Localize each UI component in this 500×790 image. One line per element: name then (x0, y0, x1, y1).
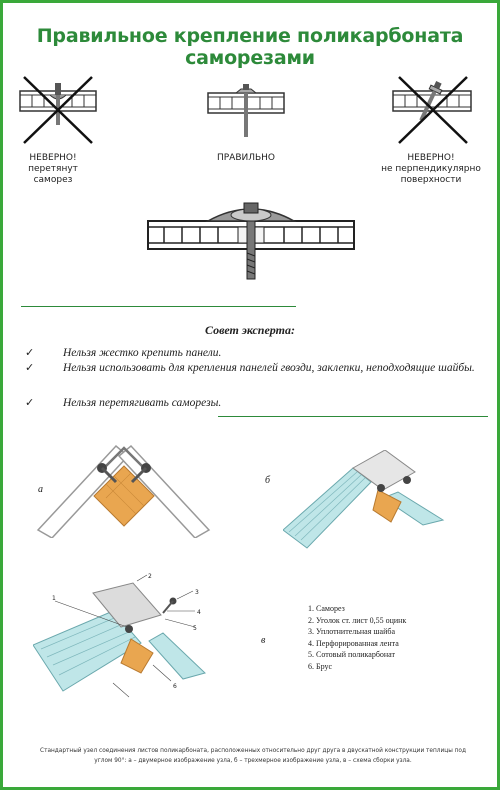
thermo-washer-detail-figure (146, 193, 356, 283)
figure-caption: Стандартный узел соединения листов поликарбоната, расположенных относительно друг друга в двускатной конструкции теплицы под углом 90°: а – двумерное изображение узла, б – трехмерное изображение узла, в – схема сборки узла. (40, 748, 466, 764)
divider-lower (218, 416, 488, 417)
legend-item: 6. Брус (308, 661, 333, 671)
figure-a-2d-joint (36, 438, 211, 538)
legend-item: 2. Уголок ст. лист 0,55 оцинк (308, 615, 407, 625)
wrong-overtightened-figure (18, 73, 98, 148)
correct-label: ПРАВИЛЬНО (216, 153, 276, 163)
callout-number: 3 (195, 589, 199, 596)
screw-icon (403, 476, 411, 484)
panel-drawing (20, 83, 96, 125)
legend-item: 5. Сотовый поликарбонат (308, 650, 396, 659)
expert-tip-title: Совет эксперта: (205, 323, 295, 337)
figure-letter-b: б (265, 475, 271, 486)
correct-figure (206, 81, 286, 141)
callout-number: 4 (197, 609, 201, 616)
divider-upper (21, 306, 296, 307)
wrong-angle-figure (391, 73, 473, 148)
callout-number: 6 (173, 683, 177, 690)
callout-number: 2 (148, 573, 152, 580)
panel-drawing (208, 84, 284, 137)
figure-letter-a: а (38, 484, 43, 495)
panel-drawing (393, 80, 471, 123)
expert-tip-item: ✓ Нельзя жестко крепить панели. (25, 347, 222, 359)
callout-number: 1 (52, 595, 56, 602)
expert-tip-item: ✓ Нельзя использовать для крепления панелей гвозди, заклепки, неподходящие шайбы. (25, 362, 475, 374)
wrong-overtightened-label: НЕВЕРНО! перетянут саморез (28, 153, 78, 185)
legend-item: 3. Уплотнительная шайба (308, 627, 395, 636)
checkmark-icon: ✓ (25, 347, 35, 359)
screw-icon (163, 598, 177, 614)
checkmark-icon: ✓ (25, 397, 35, 409)
legend-item: 4. Перфорированная лента (308, 638, 399, 648)
legend (308, 603, 406, 672)
figure-b-3d-joint (283, 450, 448, 550)
checkmark-icon: ✓ (25, 362, 35, 374)
page-title: Правильное крепление поликарбоната саморезами (36, 25, 464, 69)
expert-tip-item: ✓ Нельзя перетягивать саморезы. (25, 397, 222, 409)
figure-letter-c: в (261, 635, 266, 646)
wrong-angle-label: НЕВЕРНО! не перпендикулярно поверхности (381, 153, 481, 185)
screw-icon (377, 484, 385, 492)
callout-number: 5 (193, 625, 197, 632)
legend-item: 1. Саморез (308, 604, 345, 613)
screw-icon (125, 625, 133, 633)
